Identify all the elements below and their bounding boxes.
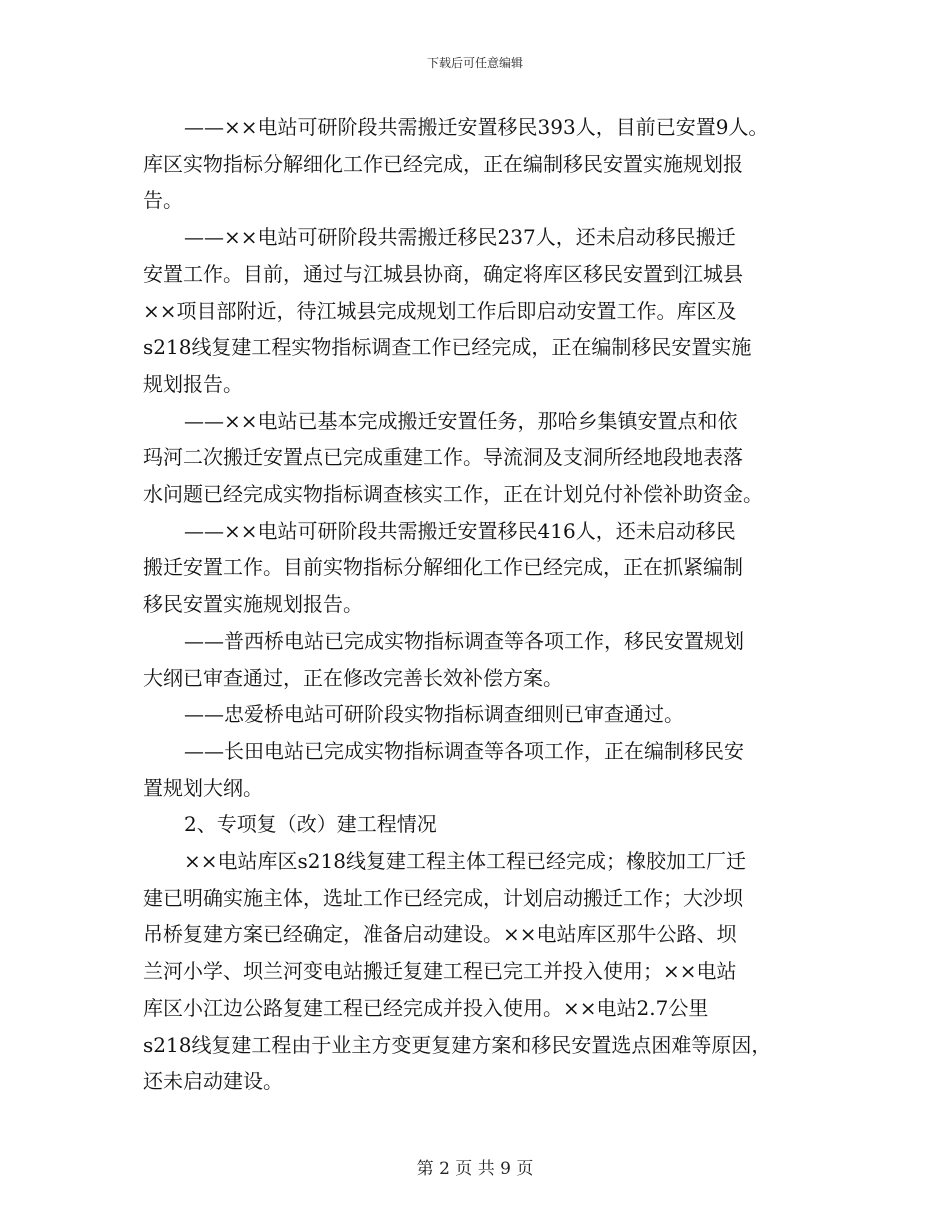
text-line: 还未启动建设。	[143, 1069, 283, 1094]
text-line: 大纲已审查通过，正在修改完善长效补偿方案。	[143, 665, 563, 690]
text-line: ——普西桥电站已完成实物指标调查等各项工作，移民安置规划	[184, 628, 744, 653]
paragraph	[143, 109, 843, 219]
page-header: 下载后可任意编辑	[426, 56, 523, 70]
text-line: ——××电站可研阶段共需搬迁移民237人，还未启动移民搬迁	[184, 225, 736, 250]
text-line: ——××电站可研阶段共需搬迁安置移民393人，目前已安置9人。	[184, 115, 769, 139]
text-line: 移民安置实施规划报告。	[143, 592, 363, 617]
paragraph	[143, 623, 843, 696]
text-line: ——长田电站已完成实物指标调查等各项工作，正在编制移民安	[184, 738, 744, 763]
paragraph	[143, 403, 843, 513]
text-line: 建已明确实施主体，选址工作已经完成，计划启动搬迁工作；大沙坝	[143, 885, 743, 910]
page-number-footer: 第 2 页 共 9 页	[416, 1159, 534, 1179]
text-line: ××电站库区s218线复建工程主体工程已经完成；橡胶加工厂迁	[184, 849, 746, 874]
text-line: 库区小江边公路复建工程已经完成并投入使用。××电站2.7公里	[143, 995, 709, 1020]
text-line: 安置工作。目前，通过与江城县协商，确定将库区移民安置到江城县	[143, 261, 743, 286]
text-line: ——××电站可研阶段共需搬迁安置移民416人，还未启动移民	[184, 518, 736, 543]
text-line: 兰河小学、坝兰河变电站搬迁复建工程已完工并投入使用；××电站	[143, 959, 737, 984]
text-line: 规划报告。	[143, 371, 243, 396]
text-line: s218线复建工程由于业主方变更复建方案和移民安置选点困难等原因，	[143, 1032, 772, 1057]
text-line: ——忠爱桥电站可研阶段实物指标调查细则已审查通过。	[184, 702, 684, 727]
text-line: ××项目部附近，待江城县完成规划工作后即启动安置工作。库区及	[143, 298, 737, 323]
text-line: ——××电站已基本完成搬迁安置任务，那哈乡集镇安置点和依	[184, 408, 738, 433]
paragraph	[143, 219, 843, 403]
text-line: 告。	[143, 188, 183, 213]
text-line: 置规划大纲。	[143, 775, 263, 800]
text-line: 搬迁安置工作。目前实物指标分解细化工作已经完成，正在抓紧编制	[143, 555, 743, 580]
paragraph	[143, 843, 843, 1100]
text-line: 库区实物指标分解细化工作已经完成，正在编制移民安置实施规划报	[143, 151, 743, 176]
section-heading	[143, 806, 843, 843]
paragraph	[143, 513, 843, 623]
paragraph	[143, 733, 843, 806]
text-line: 吊桥复建方案已经确定，准备启动建设。××电站库区那牛公路、坝	[143, 922, 737, 947]
paragraph	[143, 696, 843, 733]
text-line: 玛河二次搬迁安置点已完成重建工作。导流洞及支洞所经地段地表落	[143, 445, 743, 470]
document-body	[143, 109, 843, 1100]
text-line: s218线复建工程实物指标调查工作已经完成，正在编制移民安置实施	[143, 335, 752, 360]
text-line: 水问题已经完成实物指标调查核实工作，正在计划兑付补偿补助资金。	[143, 482, 763, 507]
text-line: 2、专项复（改）建工程情况	[184, 812, 437, 837]
